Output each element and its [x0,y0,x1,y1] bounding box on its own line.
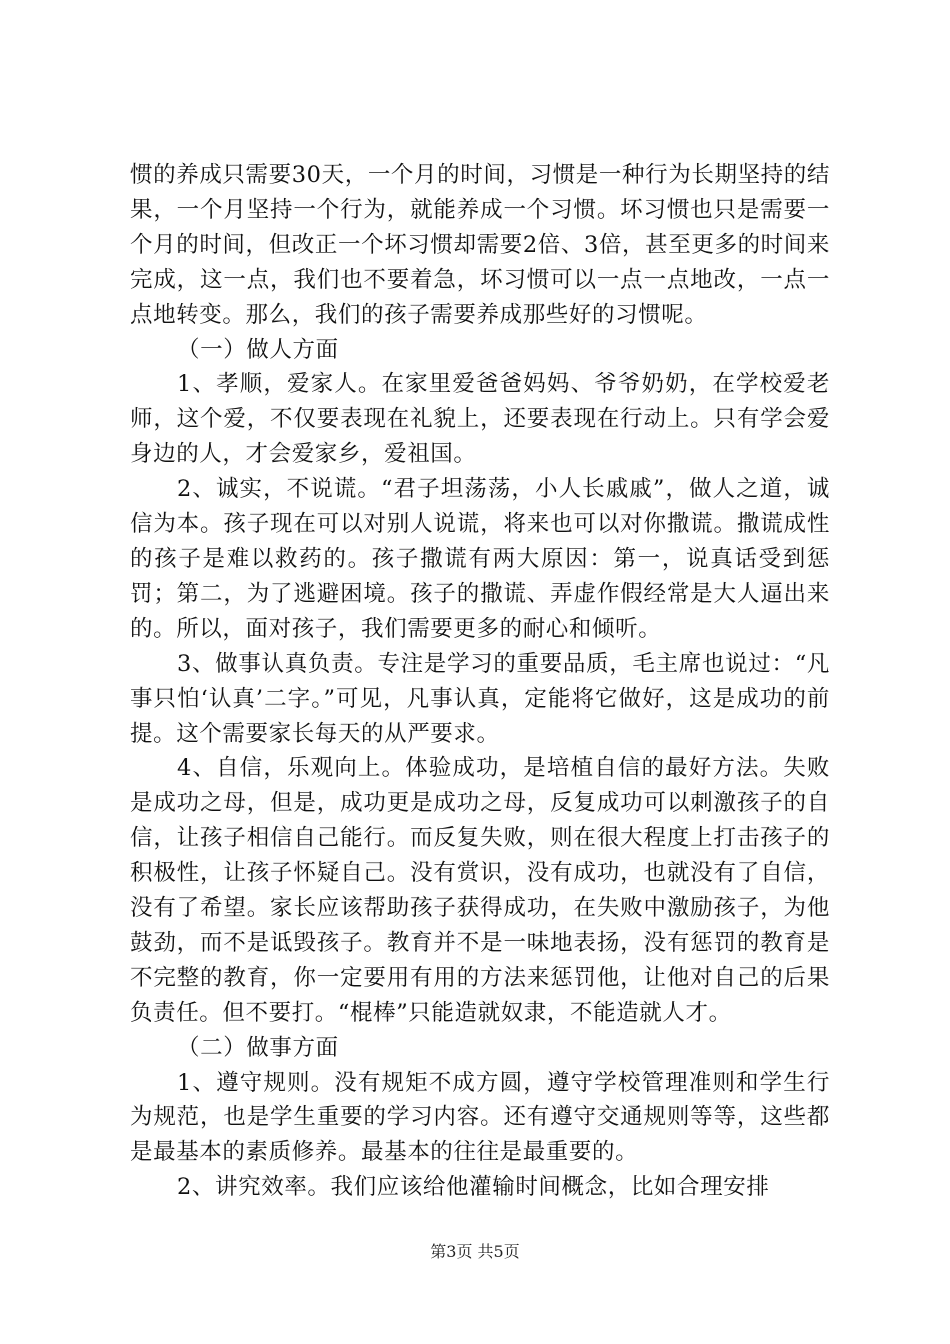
paragraph-guize: 1、遵守规则。没有规矩不成方圆，遵守学校管理准则和学生行为规范，也是学生重要的学习内容。还有遵守交通规则等等，这些都是最基本的素质修养。最基本的往往是最重要的。 [130,1069,830,1166]
paragraph-renzhen: 3、做事认真负责。专注是学习的重要品质，毛主席也说过：“凡事只怕‘认真’二字。”可见，凡事认真，定能将它做好，这是成功的前提。这个需要家长每天的从严要求。 [130,650,830,747]
paragraph-xiaolv: 2、讲究效率。我们应该给他灌输时间概念，比如合理安排 [177,1174,770,1201]
paragraph-continuation: 惯的养成只需要30天，一个月的时间，习惯是一种行为长期坚持的结果，一个月坚持一个行为，就能养成一个习惯。坏习惯也只是需要一个月的时间，但改正一个坏习惯却需要2倍、3倍，甚至更多的时间来完成，这一点，我们也不要着急，坏习惯可以一点一点地改，一点一点地转变。那么，我们的孩子需要养成那些好的习惯呢。 [130,162,830,328]
section-heading-zuoshi: （二）做事方面 [177,1034,339,1061]
document-body [130,158,830,1205]
paragraph-chengshi: 2、诚实，不说谎。“君子坦荡荡，小人长戚戚”，做人之道，诚信为本。孩子现在可以对别人说谎，将来也可以对你撒谎。撒谎成性的孩子是难以救药的。孩子撒谎有两大原因：第一，说真话受到惩罚；第二，为了逃避困境。孩子的撒谎、弄虚作假经常是大人逼出来的。所以，面对孩子，我们需要更多的耐心和倾听。 [130,476,830,642]
page-footer [0,1242,950,1262]
paragraph-zixin: 4、自信，乐观向上。体验成功，是培植自信的最好方法。失败是成功之母，但是，成功更是成功之母，反复成功可以刺激孩子的自信，让孩子相信自己能行。而反复失败，则在很大程度上打击孩子的积极性，让孩子怀疑自己。没有赏识，没有成功，也就没有了自信，没有了希望。家长应该帮助孩子获得成功，在失败中激励孩子，为他鼓劲，而不是诋毁孩子。教育并不是一味地表扬，没有惩罚的教育是不完整的教育，你一定要用有用的方法来惩罚他，让他对自己的后果负责任。但不要打。“棍棒”只能造就奴隶，不能造就人才。 [130,755,830,1026]
paragraph-xiaoshun: 1、孝顺，爱家人。在家里爱爸爸妈妈、爷爷奶奶，在学校爱老师，这个爱，不仅要表现在礼貌上，还要表现在行动上。只有学会爱身边的人，才会爱家乡，爱祖国。 [130,371,830,468]
page-number-info: 第3页 共5页 [430,1242,520,1261]
section-heading-zuoren: （一）做人方面 [177,336,339,363]
